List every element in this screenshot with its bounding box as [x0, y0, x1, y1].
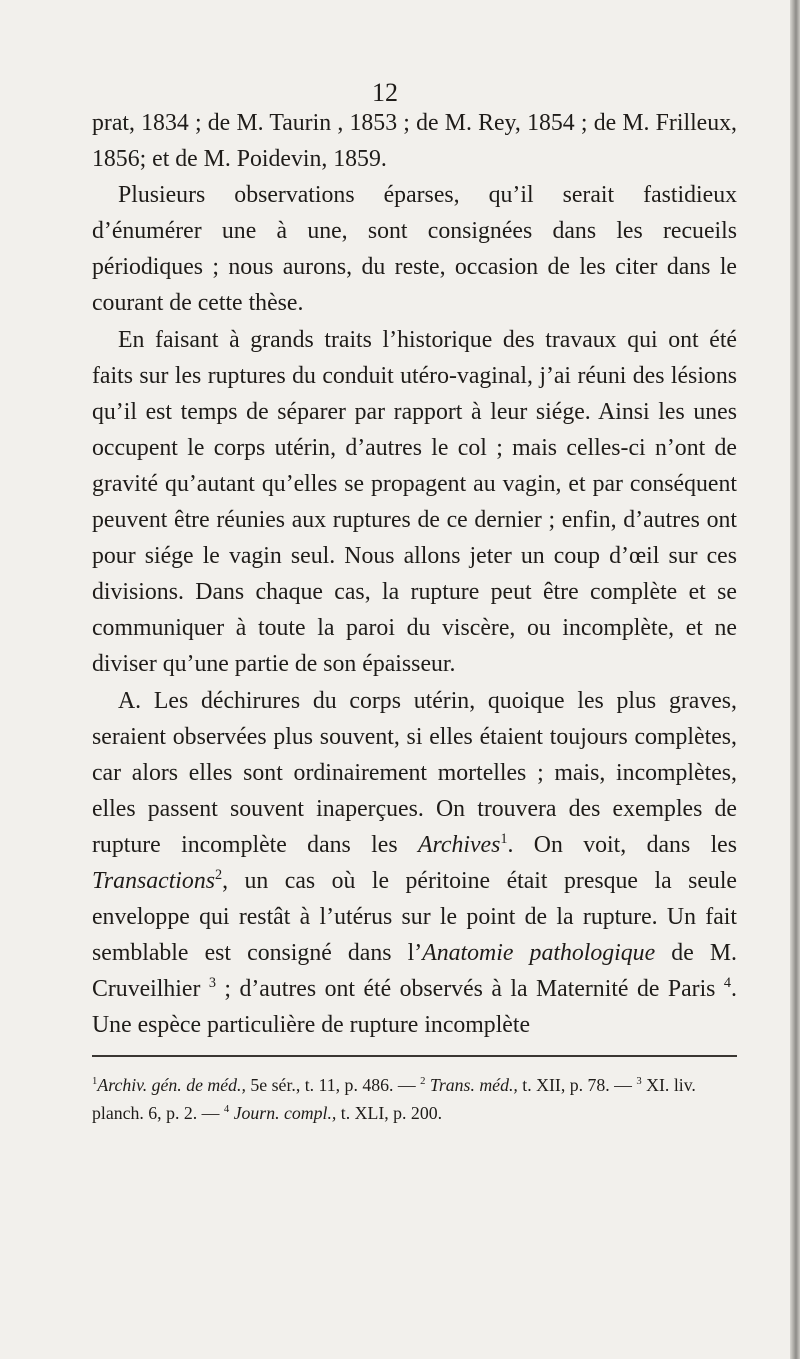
footnote-text — [92, 1071, 752, 1127]
footnote-number: 4 — [223, 1103, 230, 1116]
archives-title: Archives — [417, 831, 501, 858]
page-number: 12 — [372, 78, 398, 107]
paragraph-4-text: , un cas où le péritoine était presque la seule enveloppe qui restât à l’utérus sur le point de la rupture. Un fait semblable est consigné dans l’ — [92, 867, 737, 967]
paragraph-4-text: ; d’autres ont été observés à la Maternité de Paris — [215, 976, 724, 1003]
footnotes — [92, 1071, 752, 1127]
footnote-ref-1: 1 — [500, 830, 508, 847]
anatomie-title: Anatomie pathologique — [422, 940, 656, 967]
footnote-number: 1 — [92, 1075, 98, 1088]
footnote-detail: t. XLI, p. 200. — [336, 1103, 443, 1123]
footnote-ref-3: 3 — [208, 975, 216, 992]
footnote-ref-4: 4 — [723, 975, 732, 992]
footnote-source: Journ. compl., — [229, 1103, 337, 1123]
footnote-source: Archiv. gén. de méd., — [97, 1075, 246, 1095]
paragraph-1: prat, 1834 ; de M. Taurin , 1853 ; de M. Rey, 1854 ; de M. Frilleux, 1856; et de M. Poidevin, 1859. — [92, 110, 737, 173]
paragraph-4-text: A. Les déchirures du corps utérin, quoique les plus graves, seraient observées plus souvent, si elles étaient toujours complètes, car alors elles sont ordinairement mortelles ; mais, incomplètes, elles passent souvent inaperçues. On trouvera des exemples de rupture incomplète dans les — [92, 687, 737, 858]
footnote-rule — [92, 1055, 737, 1057]
paragraph-4-text: de M. Cruveilhier — [92, 940, 737, 1003]
paragraph-4 — [92, 683, 737, 1044]
footnote-number: 2 — [420, 1075, 426, 1088]
paragraph-2: Plusieurs observations éparses, qu’il serait fastidieux d’énumérer une à une, sont consignées dans les recueils périodiques ; nous aurons, du reste, occasion de les citer dans le courant de cette thèse. — [92, 182, 737, 317]
body-text — [92, 105, 737, 1043]
footnote-detail: t. XII, p. 78. — — [517, 1075, 637, 1095]
footnote-detail: 5e sér., t. 11, p. 486. — — [245, 1075, 421, 1095]
footnote-source: Trans. méd., — [425, 1075, 518, 1095]
paragraph-4-text: . Une espèce particulière de rupture incomplète — [92, 976, 737, 1039]
paragraph-3: En faisant à grands traits l’historique des travaux qui ont été faits sur les ruptures du conduit utéro-vaginal, j’ai réuni des lésions qu’il est temps de séparer par rapport à leur siége. Ainsi les unes occupent le corps utérin, d’autres le col ; mais celles-ci n’ont de gravité qu’autant qu’elles se propagent au vagin, et par conséquent peuvent être réunies aux ruptures de ce dernier ; enfin, d’autres ont pour siége le vagin seul. Nous allons jeter un coup d’œil sur ces divisions. Dans chaque cas, la rupture peut être complète et se communiquer à toute la paroi du viscère, ou incomplète, et ne diviser qu’une partie de son épaisseur. — [92, 326, 737, 678]
paragraph-4-text: . On voit, dans les — [507, 831, 738, 858]
footnote-number: 3 — [636, 1075, 642, 1088]
footnote-detail: XI. liv. planch. 6, p. 2. — — [92, 1075, 696, 1123]
transactions-title: Transactions — [92, 867, 215, 894]
page-edge — [790, 0, 800, 1359]
footnote-ref-2: 2 — [214, 867, 223, 884]
